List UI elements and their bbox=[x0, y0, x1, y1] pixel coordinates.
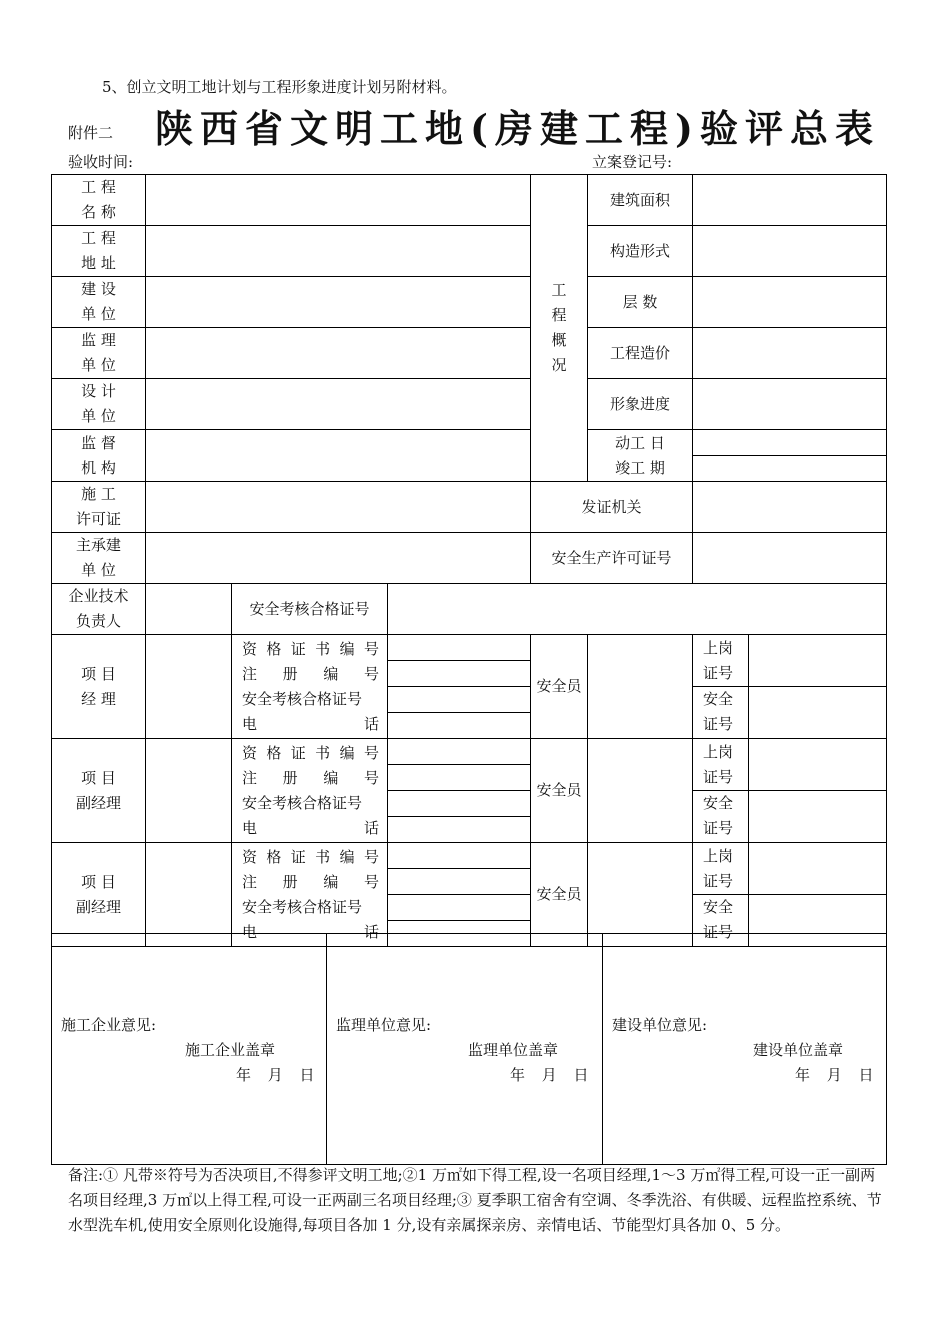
structure-field[interactable] bbox=[693, 226, 887, 277]
safety-officer-field[interactable] bbox=[588, 739, 693, 843]
builder-field[interactable] bbox=[146, 277, 531, 328]
safety-officer-field[interactable] bbox=[588, 635, 693, 739]
seal-label: 监理单位盖章 bbox=[468, 1041, 559, 1059]
acceptance-time-label: 验收时间: bbox=[68, 153, 134, 171]
opinion-label: 监理单位意见: bbox=[336, 1016, 432, 1034]
opinion-label: 建设单位意见: bbox=[612, 1016, 708, 1034]
manager-name-field[interactable] bbox=[146, 739, 232, 843]
safety-cert-field[interactable] bbox=[388, 584, 887, 635]
cert-fields[interactable] bbox=[749, 739, 887, 843]
supervisor-opinion-box[interactable] bbox=[327, 934, 603, 1165]
progress-field[interactable] bbox=[693, 379, 887, 430]
date-label: 年 月 日 bbox=[236, 1066, 315, 1084]
safety-officer-label: 安全员 bbox=[531, 739, 588, 843]
safety-license-label: 安全生产许可证号 bbox=[531, 533, 693, 584]
floors-label: 层 数 bbox=[588, 277, 693, 328]
dates-field[interactable] bbox=[693, 430, 887, 482]
supervisor-label: 监 理 单 位 bbox=[52, 328, 146, 379]
manager-name-field[interactable] bbox=[146, 843, 232, 947]
safety-officer-label: 安全员 bbox=[531, 843, 588, 947]
contractor-field[interactable] bbox=[146, 533, 531, 584]
overview-label: 工 程 概 况 bbox=[531, 175, 588, 482]
page-title: 陕西省文明工地(房建工程)验评总表 bbox=[155, 106, 880, 151]
safety-officer-field[interactable] bbox=[588, 843, 693, 947]
manager-role-label: 项 目 副经理 bbox=[52, 739, 146, 843]
qualification-labels: 资 格 证 书 编 号 注 册 编 号 安全考核合格证号 电 话 bbox=[232, 843, 388, 947]
cert-fields[interactable] bbox=[749, 635, 887, 739]
seal-label: 建设单位盖章 bbox=[753, 1041, 844, 1059]
floor-area-field[interactable] bbox=[693, 175, 887, 226]
evaluation-table bbox=[51, 174, 887, 947]
contractor-opinion-box[interactable] bbox=[52, 934, 327, 1165]
cert-labels: 上岗 证号 安全 证号 bbox=[693, 739, 749, 843]
cert-labels: 上岗 证号 安全 证号 bbox=[693, 843, 749, 947]
contractor-label: 主承建 单 位 bbox=[52, 533, 146, 584]
attachment-label: 附件二 bbox=[68, 124, 114, 142]
issuer-field[interactable] bbox=[693, 482, 887, 533]
top-note: 5、创立文明工地计划与工程形象进度计划另附材料。 bbox=[102, 78, 457, 96]
permit-field[interactable] bbox=[146, 482, 531, 533]
qualification-labels: 资 格 证 书 编 号 注 册 编 号 安全考核合格证号 电 话 bbox=[232, 739, 388, 843]
oversight-label: 监 督 机 构 bbox=[52, 430, 146, 482]
opinion-table bbox=[51, 933, 887, 1165]
designer-label: 设 计 单 位 bbox=[52, 379, 146, 430]
permit-label: 施 工 许可证 bbox=[52, 482, 146, 533]
tech-lead-label: 企业技术 负责人 bbox=[52, 584, 146, 635]
seal-label: 施工企业盖章 bbox=[185, 1041, 276, 1059]
safety-officer-label: 安全员 bbox=[531, 635, 588, 739]
safety-cert-label: 安全考核合格证号 bbox=[232, 584, 388, 635]
issuer-label: 发证机关 bbox=[531, 482, 693, 533]
registration-number-label: 立案登记号: bbox=[592, 153, 673, 171]
qualification-labels: 资 格 证 书 编 号 注 册 编 号 安全考核合格证号 电 话 bbox=[232, 635, 388, 739]
progress-label: 形象进度 bbox=[588, 379, 693, 430]
manager-role-label: 项 目 经 理 bbox=[52, 635, 146, 739]
structure-label: 构造形式 bbox=[588, 226, 693, 277]
oversight-field[interactable] bbox=[146, 430, 531, 482]
qualification-fields[interactable] bbox=[388, 635, 531, 739]
supervisor-field[interactable] bbox=[146, 328, 531, 379]
remark-note: 备注:① 凡带※符号为否决项目,不得参评文明工地;②1 万㎡如下得工程,设一名项目经理,1～3 万㎡得工程,可设一正一副两名项目经理,3 万㎡以上得工程,可设一正两副三名项目经理;③ 夏季职工宿舍有空调、冬季洗浴、有供暖、远程监控系统、节水型洗车机,使用安全原则化设施得,每项目各加 1 分,设有亲属探亲房、亲情电话、节能型灯具各加 0、5 分。 bbox=[68, 1166, 882, 1234]
floor-area-label: 建筑面积 bbox=[588, 175, 693, 226]
project-address-label: 工 程 地 址 bbox=[52, 226, 146, 277]
builder-label: 建 设 单 位 bbox=[52, 277, 146, 328]
manager-role-label: 项 目 副经理 bbox=[52, 843, 146, 947]
qualification-fields[interactable] bbox=[388, 843, 531, 947]
date-label: 年 月 日 bbox=[795, 1066, 874, 1084]
project-name-field[interactable] bbox=[146, 175, 531, 226]
dates-label: 动工 日 竣工 期 bbox=[588, 430, 693, 482]
date-label: 年 月 日 bbox=[510, 1066, 589, 1084]
builder-opinion-box[interactable] bbox=[603, 934, 887, 1165]
opinion-label: 施工企业意见: bbox=[61, 1016, 157, 1034]
cost-label: 工程造价 bbox=[588, 328, 693, 379]
floors-field[interactable] bbox=[693, 277, 887, 328]
project-address-field[interactable] bbox=[146, 226, 531, 277]
qualification-fields[interactable] bbox=[388, 739, 531, 843]
tech-lead-field[interactable] bbox=[146, 584, 232, 635]
manager-name-field[interactable] bbox=[146, 635, 232, 739]
safety-license-field[interactable] bbox=[693, 533, 887, 584]
project-name-label: 工 程 名 称 bbox=[52, 175, 146, 226]
cert-labels: 上岗 证号 安全 证号 bbox=[693, 635, 749, 739]
designer-field[interactable] bbox=[146, 379, 531, 430]
cert-fields[interactable] bbox=[749, 843, 887, 947]
cost-field[interactable] bbox=[693, 328, 887, 379]
